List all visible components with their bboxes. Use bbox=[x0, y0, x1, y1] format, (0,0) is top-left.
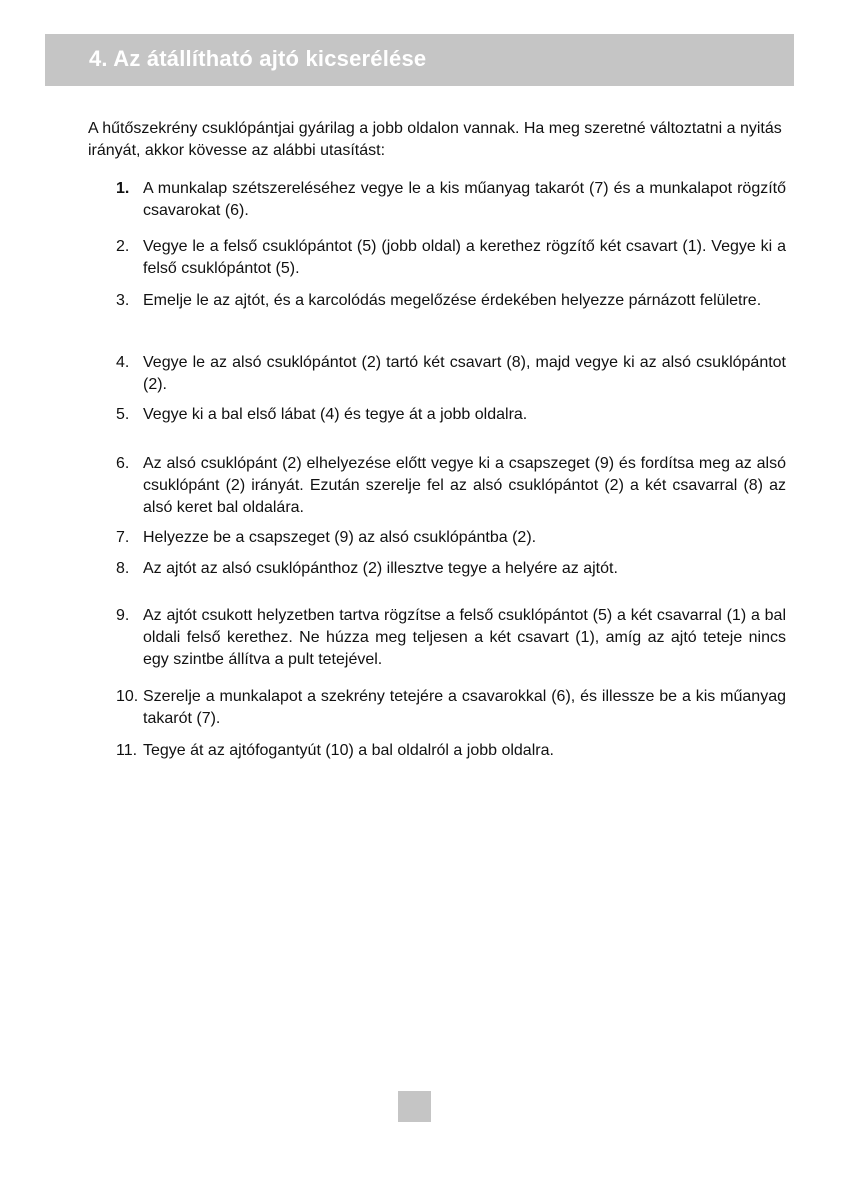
step-item bbox=[116, 236, 786, 280]
intro-paragraph: A hűtőszekrény csuklópántjai gyárilag a jobb oldalon vannak. Ha meg szeretné változtatni a nyitás irányát, akkor kövesse az alábbi utasítást: bbox=[88, 120, 782, 159]
step-item bbox=[116, 605, 786, 671]
step-text: Az ajtót az alsó csuklópánthoz (2) illesztve tegye a helyére az ajtót. bbox=[143, 560, 618, 577]
step-number: 10. bbox=[116, 688, 139, 705]
step-text: Emelje le az ajtót, és a karcolódás megelőzése érdekében helyezze párnázott felületre. bbox=[143, 292, 762, 309]
step-text: Az ajtót csukott helyzetben tartva rögzítse a felső csuklópántot (5) a két csavarral (1) a bal oldali felső kerethez. Ne húzza meg teljesen a két csavart (1), amíg az ajtó teteje nincs egy szintbe állítva a pult tetejével. bbox=[143, 607, 786, 668]
step-text: Vegye le a felső csuklópántot (5) (jobb oldal) a kerethez rögzítő két csavart (1). Vegye ki a felső csuklópántot (5). bbox=[143, 238, 786, 277]
step-item bbox=[116, 453, 786, 519]
step-item bbox=[116, 686, 786, 730]
step-number: 11. bbox=[116, 742, 138, 759]
step-text: Az alsó csuklópánt (2) elhelyezése előtt vegye ki a csapszeget (9) és fordítsa meg az alsó csuklópánt (2) irányát. Ezután szerelje fel az alsó csuklópántot (2) a két csavarral (8) az alsó keret bal oldalára. bbox=[143, 455, 786, 516]
step-item bbox=[116, 558, 786, 580]
step-number: 5. bbox=[116, 406, 130, 423]
step-text: Helyezze be a csapszeget (9) az alsó csuklópántba (2). bbox=[143, 529, 537, 546]
step-number: 9. bbox=[116, 607, 130, 624]
step-number: 7. bbox=[116, 529, 130, 546]
step-item bbox=[116, 178, 786, 222]
step-number: 4. bbox=[116, 354, 130, 371]
step-item bbox=[116, 740, 786, 762]
step-text: A munkalap szétszereléséhez vegye le a kis műanyag takarót (7) és a munkalapot rögzítő csavarokat (6). bbox=[143, 180, 786, 219]
step-number: 2. bbox=[116, 238, 130, 255]
step-number: 1. bbox=[116, 180, 130, 197]
step-text: Vegye ki a bal első lábat (4) és tegye át a jobb oldalra. bbox=[143, 406, 528, 423]
page-number-box bbox=[398, 1091, 431, 1122]
step-item bbox=[116, 404, 786, 426]
step-number: 6. bbox=[116, 455, 130, 472]
step-item bbox=[116, 290, 786, 312]
step-text: Tegye át az ajtófogantyút (10) a bal oldalról a jobb oldalra. bbox=[143, 742, 554, 759]
step-text: Szerelje a munkalapot a szekrény tetejére a csavarokkal (6), és illessze be a kis műanyag takarót (7). bbox=[143, 688, 786, 727]
step-number: 8. bbox=[116, 560, 130, 577]
step-item bbox=[116, 352, 786, 396]
step-item bbox=[116, 527, 786, 549]
step-number: 3. bbox=[116, 292, 130, 309]
section-title: 4. Az átállítható ajtó kicserélése bbox=[89, 46, 427, 71]
step-text: Vegye le az alsó csuklópántot (2) tartó két csavart (8), majd vegye ki az alsó csuklópántot (2). bbox=[143, 354, 786, 393]
section-header bbox=[45, 34, 794, 86]
